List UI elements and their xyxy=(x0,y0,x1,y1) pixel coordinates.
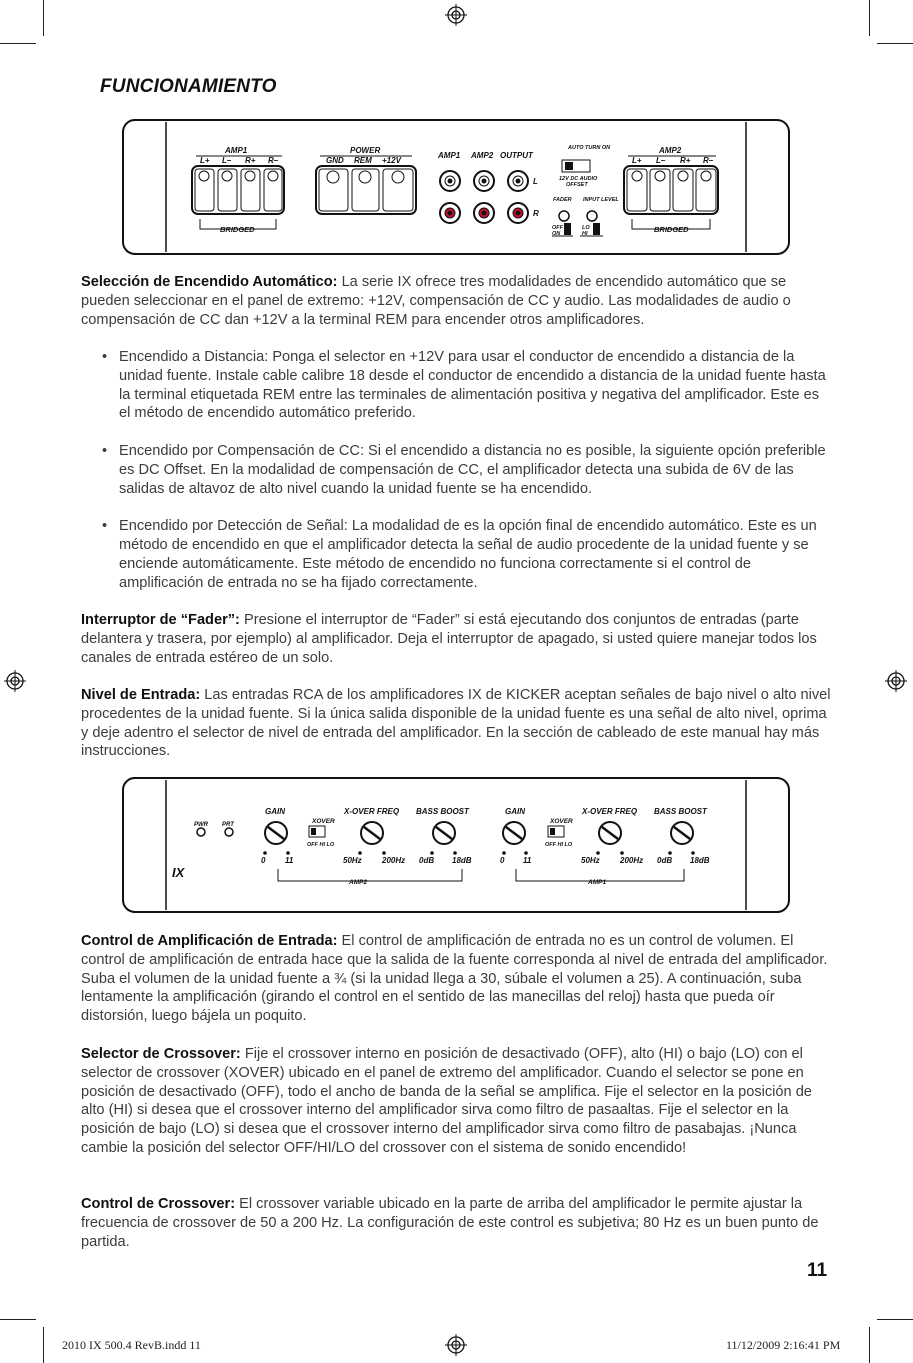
bridged-label: BRIDGED xyxy=(220,225,255,234)
registration-mark-icon xyxy=(4,670,26,692)
power-label: POWER xyxy=(350,146,381,155)
bridged-label: BRIDGED xyxy=(654,225,689,234)
auto-on-modes-label: 12V DC AUDIO xyxy=(559,176,598,182)
on-label: ON xyxy=(552,231,561,237)
slug-timestamp: 11/12/2009 2:16:41 PM xyxy=(726,1338,841,1352)
power-terminal-block xyxy=(319,169,413,211)
crossover-selector-paragraph xyxy=(81,1045,833,1158)
auto-turn-on-label: AUTO TURN ON xyxy=(568,145,611,151)
boost-max-label: 18dB xyxy=(690,856,710,865)
terminal-label: R+ xyxy=(245,156,256,165)
xover-freq-label: X-OVER FREQ xyxy=(344,807,400,816)
auto-on-modes-list xyxy=(81,348,833,592)
bass-boost-label: BASS BOOST xyxy=(654,807,707,816)
crossover-control-paragraph xyxy=(81,1195,833,1251)
crop-mark xyxy=(0,43,36,44)
amp1-label: AMP1 xyxy=(225,146,248,155)
input-header-label: AMP1 xyxy=(438,151,461,160)
input-level-heading: Nivel de Entrada: xyxy=(81,687,201,703)
bass-boost-knob xyxy=(433,822,455,844)
input-level-button xyxy=(587,211,597,221)
fader-button xyxy=(559,211,569,221)
crop-mark xyxy=(43,0,44,36)
bass-boost-knob xyxy=(671,822,693,844)
xover-positions-label: OFF HI LO xyxy=(307,842,335,848)
crop-mark xyxy=(869,1327,870,1363)
registration-mark-icon xyxy=(445,4,467,26)
terminal-label: L+ xyxy=(200,156,210,165)
boost-max-label: 18dB xyxy=(452,856,472,865)
ix-logo: IX xyxy=(172,865,185,880)
fader-label: FADER xyxy=(553,197,572,203)
crossover-control-heading: Control de Crossover: xyxy=(81,1196,236,1212)
boost-min-label: 0dB xyxy=(657,856,673,865)
gain-min-label: 0 xyxy=(261,856,266,865)
crop-mark xyxy=(869,0,870,36)
freq-max-label: 200Hz xyxy=(620,856,644,865)
list-item: • Encendido por Detección de Señal: La modalidad de es la opción final de encendido automático. Este es un método de encendido en que el amplificador detecta la señal de audio procedente de la unidad fuente y se enciende automáticamente. Este método de encendido no funciona correctamente si el control de amplificación de entrada no se ha fijado correctamente. xyxy=(81,517,833,592)
terminal-label: R– xyxy=(268,156,279,165)
lo-label: LO xyxy=(582,225,590,231)
auto-on-text: La serie IX ofrece tres modalidades de encendido automático que se pueden seleccionar en el panel de extremo: +12V, compensación de CC y audio. Las modalidades de audio o compensación de CC dan +12V a la terminal REM para encender otros amplificadores. xyxy=(81,274,791,328)
gain-min-label: 0 xyxy=(500,856,505,865)
xover-positions-label: OFF HI LO xyxy=(545,842,573,848)
off-label: OFF xyxy=(552,225,563,231)
freq-min-label: 50Hz xyxy=(581,856,600,865)
amp2-label: AMP2 xyxy=(659,146,682,155)
gain-label: GAIN xyxy=(265,807,285,816)
terminal-panel-diagram xyxy=(122,119,790,255)
terminal-label: REM xyxy=(354,156,372,165)
amp1-group-label: AMP1 xyxy=(588,879,607,886)
fader-heading: Interruptor de “Fader”: xyxy=(81,612,240,628)
xover-freq-label: X-OVER FREQ xyxy=(582,807,638,816)
list-item: • Encendido por Compensación de CC: Si el encendido a distancia no es posible, la siguiente opción preferible es DC Offset. En la modalidad de compensación de CC, el amplificador detecta una subida de 6V de las salidas de altavoz de alto nivel cuando la unidad fuente se ha encendido. xyxy=(81,442,833,498)
bass-boost-label: BASS BOOST xyxy=(416,807,469,816)
page-number: 11 xyxy=(807,1260,828,1281)
input-header-label: AMP2 xyxy=(471,151,494,160)
amp2-group-label: AMP2 xyxy=(349,879,368,886)
terminal-label: R+ xyxy=(680,156,691,165)
crop-mark xyxy=(877,43,913,44)
prt-label: PRT xyxy=(222,822,234,828)
offset-label: OFFSET xyxy=(566,182,588,188)
crossover-selector-text: Fije el crossover interno en posición de desactivado (OFF), alto (HI) o bajo (LO) con el selector de crossover (XOVER) ubicado en el panel de extremo del amplificador. Cuando el selector se pone en posición de desactivado (OFF), todo el ancho de banda de la señal se amplifica. Fije el selector en la posición de alto (HI) si desea que el crossover interno del amplificador sirva como filtro de pasaaltas. Fije el selector en la posición de bajo (LO) si desea que el crossover interno del amplificador sirva como filtro de pasabajas. ¡Nunca cambie la posición del selector OFF/HI/LO del crossover con el sistema de sonido encendido! xyxy=(81,1046,812,1156)
pwr-label: PWR xyxy=(194,822,208,828)
freq-min-label: 50Hz xyxy=(343,856,362,865)
gain-heading: Control de Amplificación de Entrada: xyxy=(81,933,338,949)
slug-filename: 2010 IX 500.4 RevB.indd 11 xyxy=(62,1338,201,1352)
terminal-label: GND xyxy=(326,156,344,165)
terminal-label: +12V xyxy=(382,156,401,165)
auto-on-paragraph xyxy=(81,273,833,329)
gain-text: El control de amplificación de entrada no es un control de volumen. El control de amplificación de entrada hace que la salida de la fuente corresponda al nivel de entrada del amplificador. Suba el volumen de la unidad fuente a ¾ (si la unidad llega a 30, súbale el volumen a 25). A continuación, suba lentamente la amplificación (girando el control en el sentido de las manecillas del reloj) hasta que pueda oír distorsión, luego bájela un poquito. xyxy=(81,933,828,1025)
list-item: • Encendido a Distancia: Ponga el selector en +12V para usar el conductor de encendido a distancia de la unidad fuente. Instale cable calibre 18 desde el conductor de encendido a distancia de la unidad fuente hasta la terminal etiquetada REM entre las terminales de alimentación positiva y negativa del amplificador. Este es el método de encendido automático preferido. xyxy=(81,348,833,423)
xover-label: XOVER xyxy=(550,818,573,825)
xover-freq-knob xyxy=(599,822,621,844)
input-level-paragraph xyxy=(81,686,833,761)
channel-r-label: R xyxy=(533,209,539,218)
registration-mark-icon xyxy=(885,670,907,692)
crop-mark xyxy=(43,1327,44,1363)
xover-freq-knob xyxy=(361,822,383,844)
auto-on-heading: Selección de Encendido Automático: xyxy=(81,274,338,290)
gain-knob xyxy=(265,822,287,844)
crossover-selector-heading: Selector de Crossover: xyxy=(81,1046,241,1062)
hi-label: HI xyxy=(582,231,588,237)
control-panel-diagram xyxy=(122,777,790,913)
crop-mark xyxy=(0,1319,36,1320)
input-header-label: OUTPUT xyxy=(500,151,533,160)
gain-max-label: 11 xyxy=(523,856,532,865)
boost-min-label: 0dB xyxy=(419,856,435,865)
input-level-label: INPUT LEVEL xyxy=(583,197,619,203)
registration-mark-icon xyxy=(445,1334,467,1356)
terminal-label: L+ xyxy=(632,156,642,165)
xover-label: XOVER xyxy=(312,818,335,825)
gain-knob xyxy=(503,822,525,844)
fader-paragraph xyxy=(81,611,833,667)
terminal-label: L– xyxy=(222,156,232,165)
gain-label: GAIN xyxy=(505,807,525,816)
crossover-control-text: El crossover variable ubicado en la parte de arriba del amplificador le permite ajustar la frecuencia de crossover de 50 a 200 Hz. La configuración de este control es subjetiva; 80 Hz es un buen punto de partida. xyxy=(81,1196,819,1250)
terminal-label: R– xyxy=(703,156,714,165)
channel-l-label: L xyxy=(533,177,538,186)
gain-paragraph xyxy=(81,932,833,1026)
crop-mark xyxy=(877,1319,913,1320)
gain-max-label: 11 xyxy=(285,856,294,865)
fader-text: Presione el interruptor de “Fader” si está ejecutando dos conjuntos de entradas (parte delantera y trasera, por ejemplo) al amplificador. Deja el interruptor de apagado, si usted quiere manejar todos los canales de entrada estéreo de un solo. xyxy=(81,612,817,666)
freq-max-label: 200Hz xyxy=(382,856,406,865)
input-level-text: Las entradas RCA de los amplificadores IX de KICKER aceptan señales de bajo nivel o alto nivel procedentes de la unidad fuente. Si la única salida disponible de la unidad fuente es una señal de alto nivel, oprima y deje adentro el selector de nivel de entrada del amplificador. En la sección de cableado de este manual hay más instrucciones. xyxy=(81,687,831,760)
pwr-led xyxy=(197,828,205,836)
terminal-label: L– xyxy=(656,156,666,165)
prt-led xyxy=(225,828,233,836)
page-title: FUNCIONAMIENTO xyxy=(100,76,277,97)
